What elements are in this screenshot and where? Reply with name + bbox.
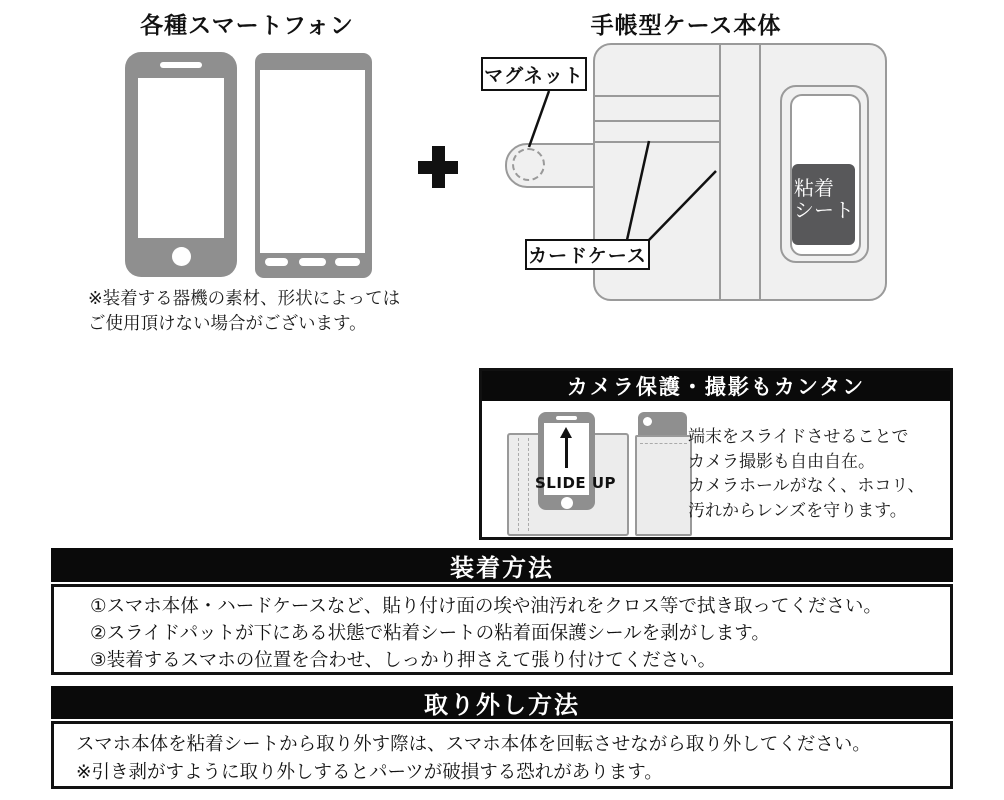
attach-method-header: 装着方法 bbox=[51, 548, 953, 582]
magnet-dashed-circle bbox=[512, 148, 545, 181]
phone-nav-button bbox=[299, 258, 326, 266]
phones-section-title: 各種スマートフォン bbox=[140, 13, 354, 39]
camera-description-line: 汚れからレンズを守ります。 bbox=[688, 500, 907, 521]
attach-step: ②スライドパットが下にある状態で粘着シートの粘着面保護シールを剥がします。 bbox=[90, 623, 770, 644]
card-slot-line bbox=[595, 95, 719, 97]
cardcase-callout-label: カードケース bbox=[525, 239, 650, 270]
attach-method-body bbox=[51, 584, 953, 675]
camera-description-line: カメラホールがなく、ホコリ、 bbox=[688, 476, 925, 496]
camera-description bbox=[688, 425, 924, 523]
compatibility-note-line2: ご使用頂けない場合がございます。 bbox=[88, 314, 367, 334]
phone-nav-button bbox=[335, 258, 360, 266]
case-section-title: 手帳型ケース本体 bbox=[590, 13, 782, 39]
card-slot-line bbox=[595, 141, 719, 143]
attach-step: ③装着するスマホの位置を合わせ、しっかり押さえて張り付けてください。 bbox=[90, 650, 717, 671]
detach-method-body bbox=[51, 721, 953, 789]
stitch-line bbox=[518, 438, 519, 531]
case-spine-line bbox=[719, 45, 721, 299]
magnet-leader-line bbox=[529, 91, 549, 147]
iphone-illustration bbox=[125, 52, 237, 277]
adhesive-sheet-label-line2: シート bbox=[794, 198, 854, 222]
compatibility-note-line1: ※装着する器機の素材、形状によっては bbox=[88, 289, 401, 309]
slide-case-back bbox=[635, 435, 692, 536]
camera-box-header: カメラ保護・撮影もカンタン bbox=[482, 371, 950, 401]
magnet-callout-label: マグネット bbox=[481, 57, 587, 91]
attach-method-box bbox=[51, 548, 953, 675]
phone-home-button bbox=[172, 247, 191, 266]
case-spine-line bbox=[759, 45, 761, 299]
stitch-line bbox=[528, 438, 529, 531]
detach-method-header: 取り外し方法 bbox=[51, 686, 953, 719]
camera-protection-box bbox=[479, 368, 953, 540]
compatibility-note bbox=[88, 287, 400, 337]
phone-nav-button bbox=[265, 258, 288, 266]
phone-speaker-bar bbox=[556, 416, 577, 420]
detach-step: ※引き剥がすように取り外しするとパーツが破損する恐れがあります。 bbox=[76, 762, 663, 783]
slide-phone-front bbox=[538, 412, 595, 510]
phone-screen bbox=[260, 70, 365, 253]
detach-method-box bbox=[51, 686, 953, 789]
phone-home-button bbox=[561, 497, 573, 509]
slide-up-label: SLIDE UP bbox=[535, 474, 617, 492]
android-illustration bbox=[255, 53, 372, 278]
stitch-line bbox=[640, 443, 687, 444]
phone-screen bbox=[138, 78, 224, 238]
plus-icon bbox=[418, 146, 458, 188]
card-slot-line bbox=[595, 120, 719, 122]
camera-description-line: カメラ撮影も自由自在。 bbox=[688, 451, 875, 472]
adhesive-sheet bbox=[792, 164, 855, 245]
detach-step: スマホ本体を粘着シートから取り外す際は、スマホ本体を回転させながら取り外してください。 bbox=[76, 734, 871, 755]
adhesive-sheet-label-line1: 粘着 bbox=[794, 176, 834, 200]
phone-speaker-bar bbox=[160, 62, 202, 68]
slide-up-arrow-stem bbox=[565, 436, 568, 468]
attach-step: ①スマホ本体・ハードケースなど、貼り付け面の埃や油汚れをクロス等で拭き取ってください。 bbox=[90, 596, 882, 617]
camera-lens-dot-icon bbox=[643, 417, 652, 426]
camera-description-line: 端末をスライドさせることで bbox=[688, 427, 909, 447]
